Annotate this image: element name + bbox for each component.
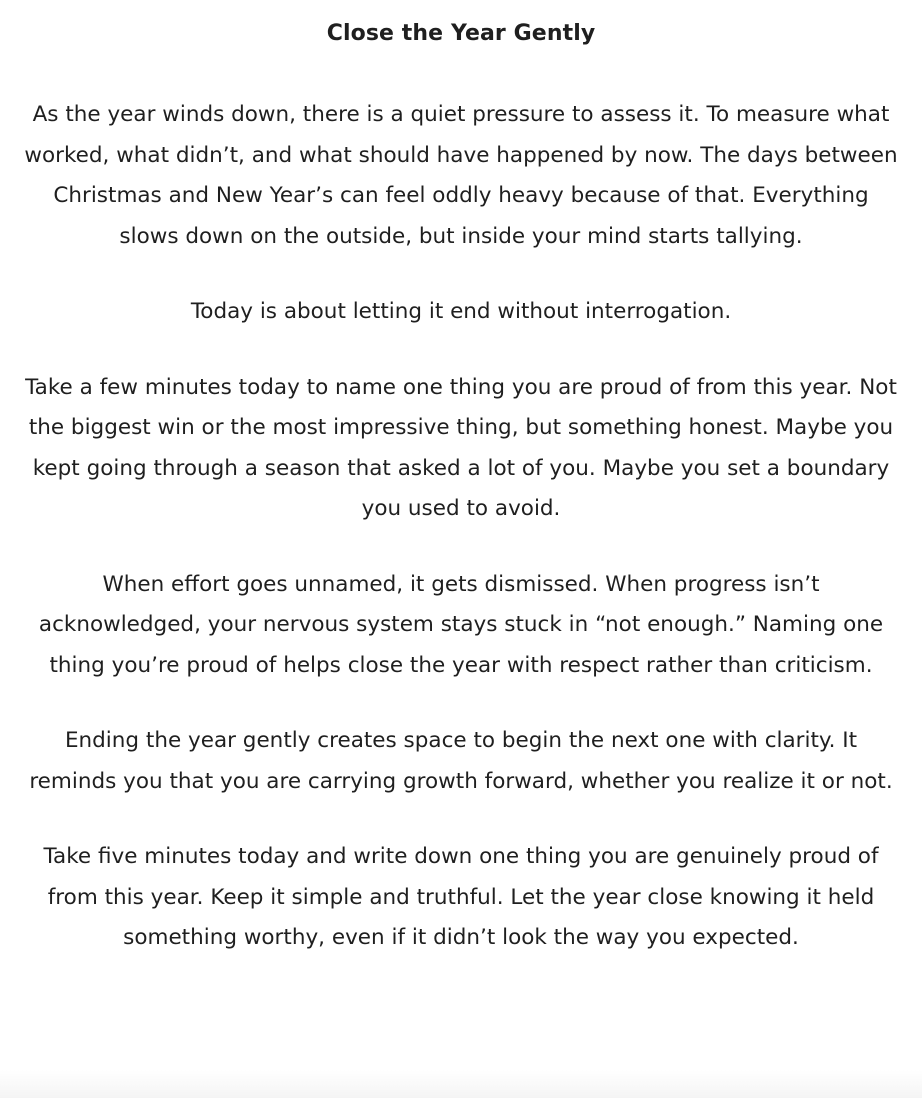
- paragraph-today: Today is about letting it end without interrogation.: [190, 299, 732, 324]
- paragraph-intro: As the year winds down, there is a quiet pressure to assess it. To measure what worked, what didn’t, and what should have happened by now. The days between Christmas and New Year’s can feel oddly heavy because of that. Everything slows down on the outside, but inside your mind starts tallying.: [24, 102, 898, 249]
- paragraph-take-five-minutes: Take five minutes today and write down one thing you are genuinely proud of from this year. Keep it simple and truthful. Let the year close knowing it held something worthy, even if it didn’t look the way you expected.: [43, 844, 879, 950]
- paragraph-effort-unnamed: When effort goes unnamed, it gets dismissed. When progress isn’t acknowledged, your nervous system stays stuck in “not enough.” Naming one thing you’re proud of helps close the year with respect rather than criticism.: [38, 571, 884, 678]
- paragraph-ending-gently: Ending the year gently creates space to begin the next one with clarity. It reminds you that you are carrying growth forward, whether you realize it or not.: [29, 728, 893, 794]
- paragraph-name-one-thing: Take a few minutes today to name one thing you are proud of from this year. Not the biggest win or the most impressive thing, but something honest. Maybe you kept going through a season that asked a lot of you. Maybe you set a boundary you used to avoid.: [25, 374, 897, 521]
- bottom-fade: [0, 1070, 922, 1098]
- article-title: Close the Year Gently: [326, 21, 596, 46]
